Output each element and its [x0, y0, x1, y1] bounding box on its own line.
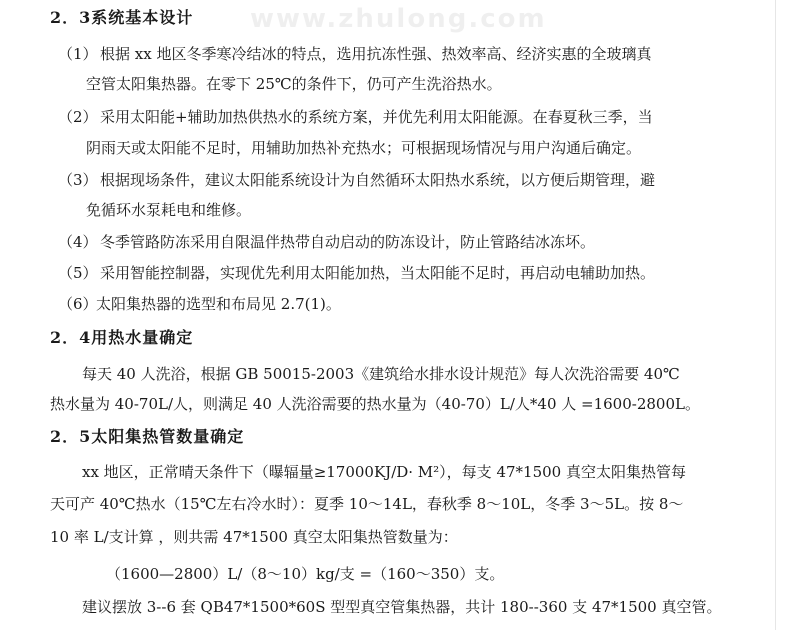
list-item-number: （1） [58, 45, 98, 63]
list-item-text-cont: 阴雨天或太阳能不足时，用辅助加热补充热水；可根据现场情况与用户沟通后确定。 [86, 139, 642, 157]
section-heading-2-5: 2．5太阳集热管数量确定 [50, 427, 245, 446]
paragraph-line: 每天 40 人洗浴，根据 GB 50015-2003《建筑给水排水设计规范》每人次洗浴需要 40℃ [82, 365, 680, 383]
list-item-text: 根据 xx 地区冬季寒冷结冰的特点，选用抗冻性强、热效率高、经济实惠的全玻璃真 [100, 45, 652, 63]
section-heading-2-4: 2．4用热水量确定 [50, 328, 194, 347]
list-item-text-cont: 空管太阳集热器。在零下 25℃的条件下，仍可产生洗浴热水。 [86, 75, 502, 93]
list-item-text: 采用智能控制器，实现优先利用太阳能加热，当太阳能不足时，再启动电辅助加热。 [100, 264, 656, 282]
paragraph-line: 天可产 40℃热水（15℃左右冷水时）：夏季 10～14L，春秋季 8～10L，冬季 3～5L。按 8～ [50, 495, 684, 513]
list-item-number: （6） [58, 295, 98, 313]
paragraph-line: 建议摆放 3--6 套 QB47*1500*60S 型型真空管集热器，共计 180--360 支 47*1500 真空管。 [82, 598, 722, 616]
list-item-text: 根据现场条件，建议太阳能系统设计为自然循环太阳热水系统，以方便后期管理，避 [100, 171, 656, 189]
list-item-text-cont: 免循环水泵耗电和维修。 [86, 201, 252, 219]
paragraph-line: 热水量为 40-70L/人，则满足 40 人洗浴需要的热水量为（40-70）L/人*40 人 =1600-2800L。 [50, 395, 700, 413]
paragraph-line: xx 地区，正常晴天条件下（曝辐量≥17000KJ/D· M²），每支 47*1500 真空太阳集热管每 [82, 463, 686, 481]
section-heading-2-3: 2．3系统基本设计 [50, 8, 194, 27]
list-item-text: 太阳集热器的选型和布局见 2.7(1)。 [96, 295, 341, 313]
paragraph-line: 10 率 L/支计算 ，则共需 47*1500 真空太阳集热管数量为： [50, 528, 458, 546]
page-edge [775, 0, 776, 630]
list-item-number: （3） [58, 171, 98, 189]
list-item-number: （5） [58, 264, 98, 282]
watermark: www.zhulong.com [250, 4, 547, 34]
list-item-text: 采用太阳能+辅助加热供热水的系统方案，并优先利用太阳能源。在春夏秋三季，当 [100, 108, 653, 126]
list-item-number: （4） [58, 233, 98, 251]
formula-line: （1600—2800）L/（8～10）kg/支 =（160～350）支。 [106, 565, 505, 583]
list-item-number: （2） [58, 108, 98, 126]
list-item-text: 冬季管路防冻采用自限温伴热带自动启动的防冻设计，防止管路结冰冻坏。 [100, 233, 596, 251]
